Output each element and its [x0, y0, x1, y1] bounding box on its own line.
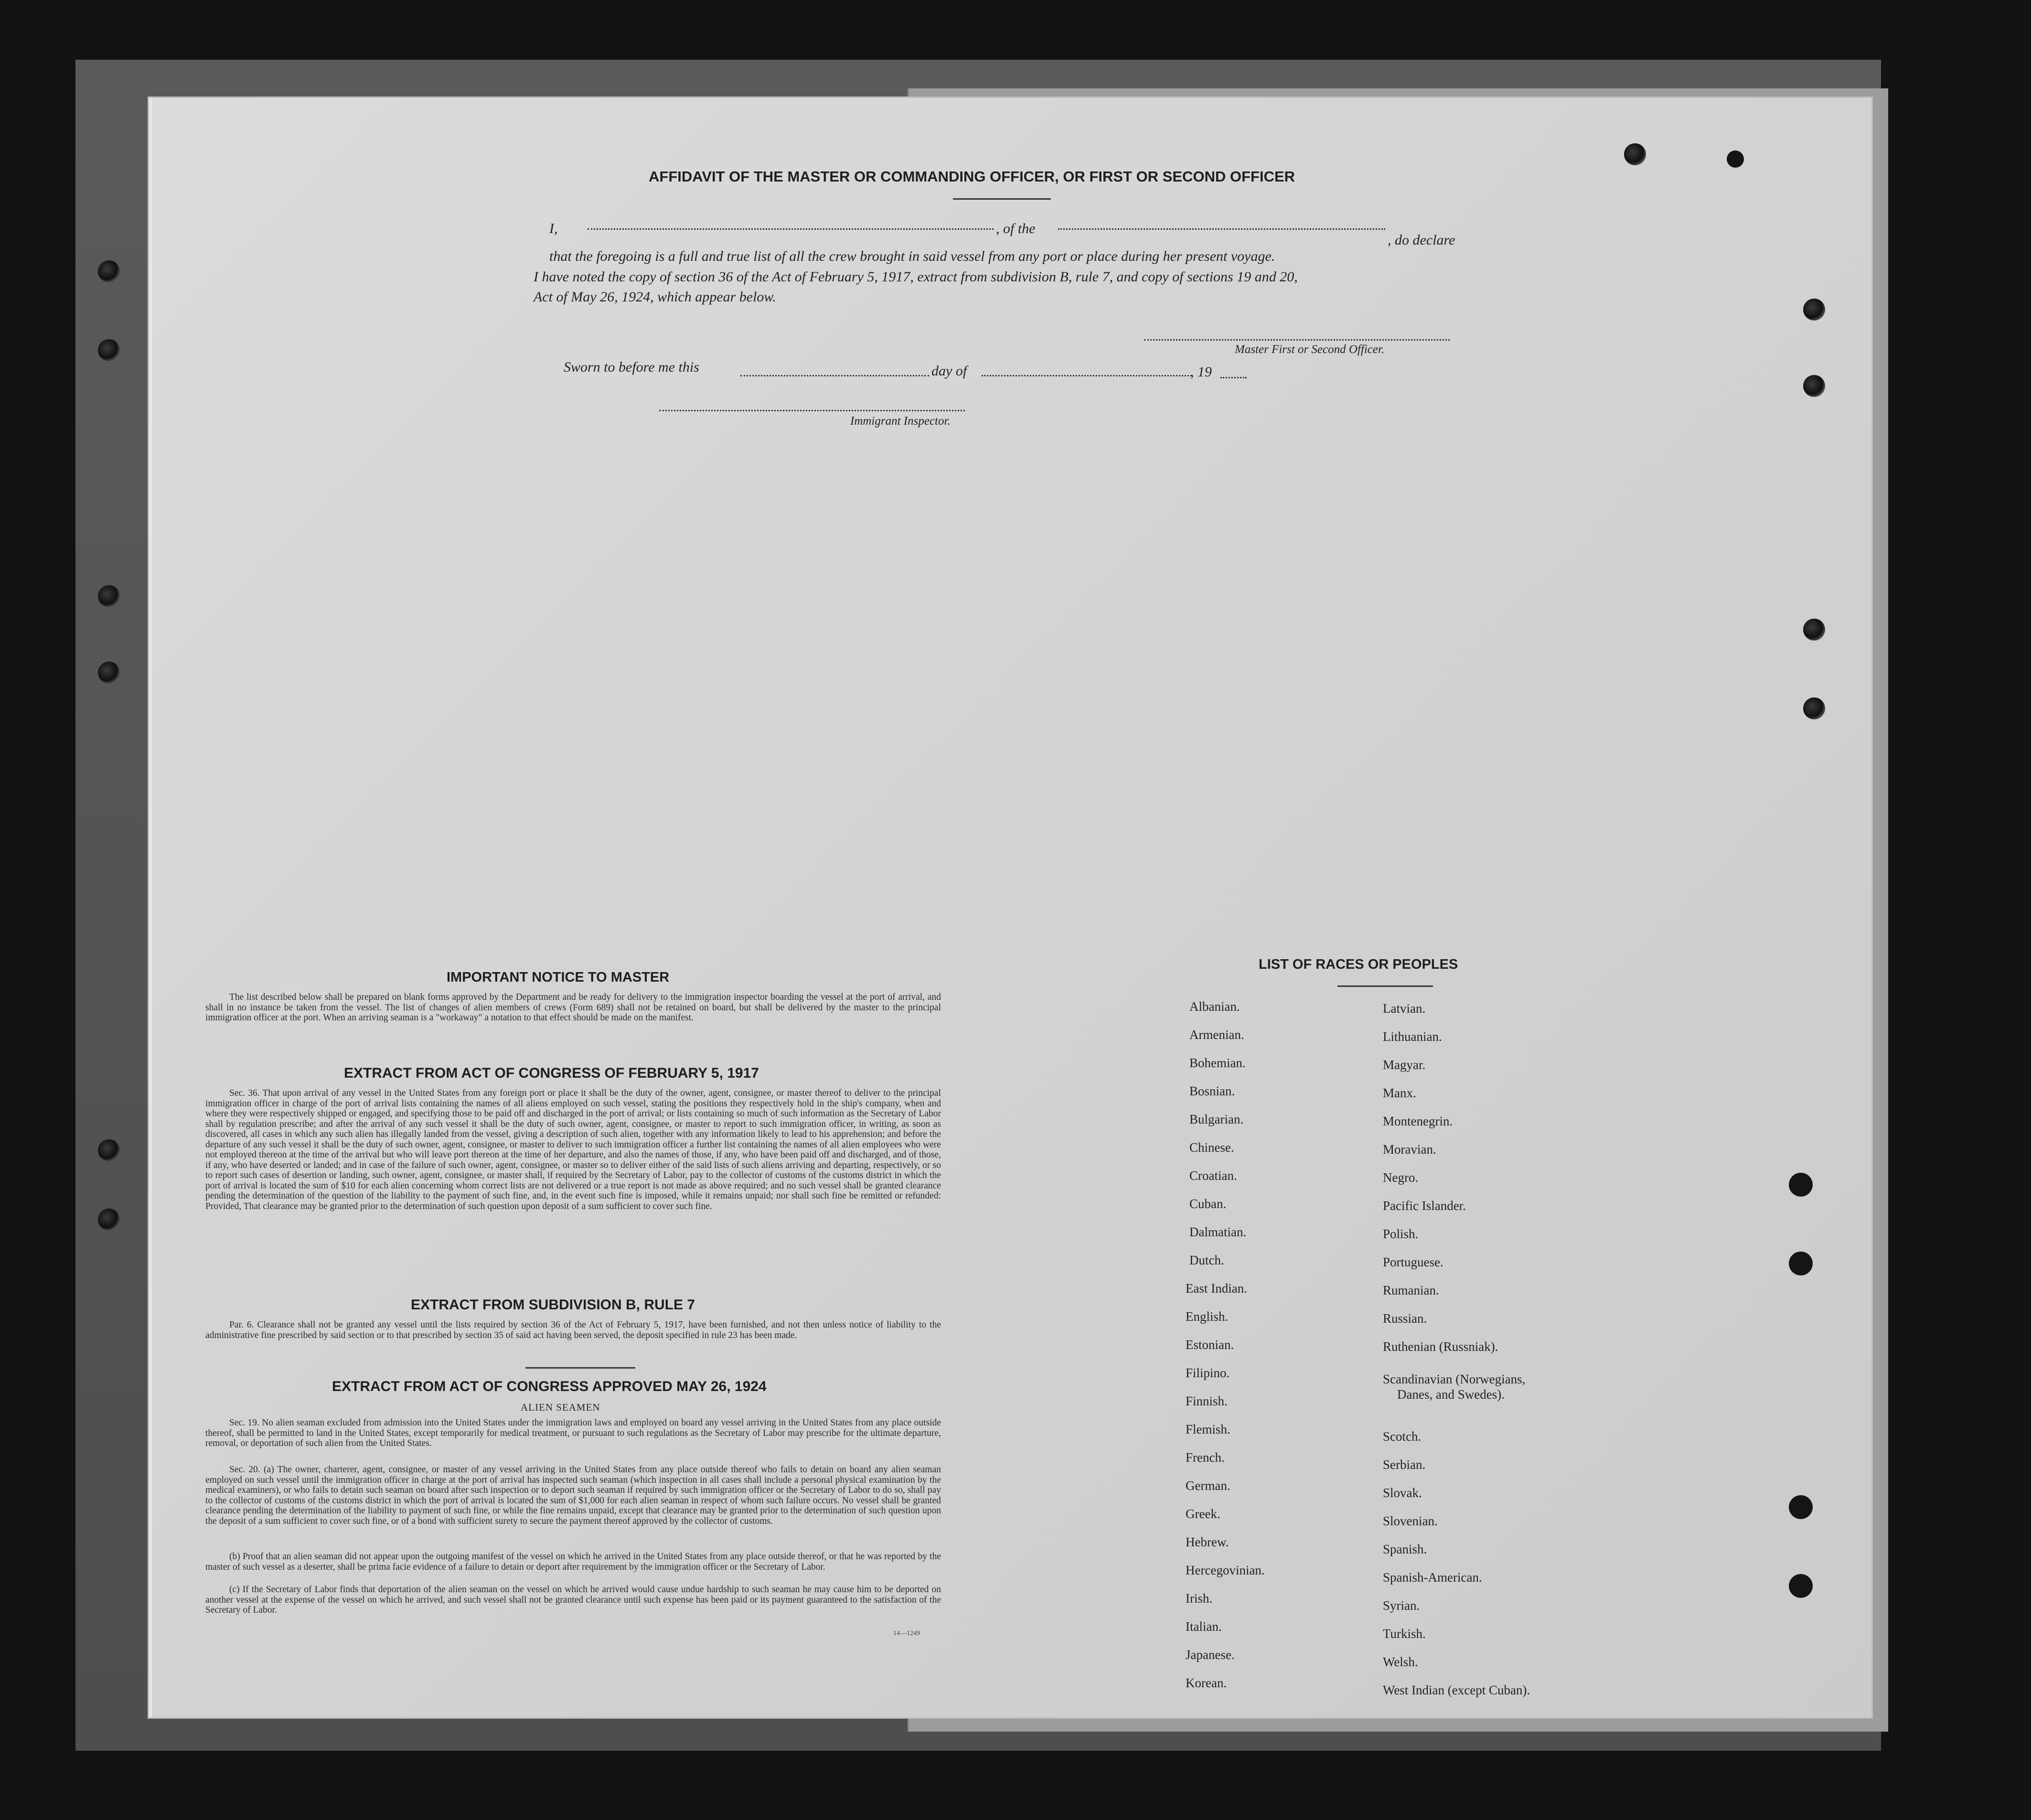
title-divider [953, 198, 1051, 200]
race-item: Cuban. [1189, 1197, 1227, 1211]
race-item: Lithuanian. [1383, 1029, 1442, 1044]
race-item: Polish. [1383, 1227, 1419, 1241]
race-item: Negro. [1383, 1170, 1419, 1185]
race-item: Montenegrin. [1383, 1114, 1453, 1128]
race-item: Slovak. [1383, 1486, 1422, 1500]
race-item: Filipino. [1186, 1366, 1230, 1380]
race-item: French. [1186, 1450, 1225, 1465]
races-title: LIST OF RACES OR PEOPLES [1259, 957, 1458, 972]
race-item: Hercegovinian. [1186, 1563, 1265, 1577]
extract-1917-body: Sec. 36. That upon arrival of any vessel in the United States from any foreign port or place it shall be the duty of the owner, agent, consignee, or master thereof to deliver to the principal immigration officer in charge of the port of arrival lists containing the names of all aliens employed on such vessel, stating the positions they respectively hold in the ship's company, when and where they were respectively shipped or engaged, and specifying those to be paid off and discharged in the port of arrival; or lists containing so much of such information as the Secretary of Labor shall by regulation prescribe; and after the arrival of any such vessel it shall be the duty of such owner, agent, consignee, or master to report to such immigration officer, in writing, as soon as discovered, all cases in which any such alien has illegally landed from the vessel, giving a description of such alien, together with any information likely to lead to his apprehension; and before the departure of any such vessel it shall be the duty of such owner, agent, consignee, or master to deliver to such immigration officer a further list containing the names of all alien employees who were not employed thereon at the time of the arrival but who will leave port thereon at the time of her departure, and also the names of those, if any, who have been paid off and discharged, and of those, if any, who have deserted or landed; and in case of the failure of such owner, agent, consignee, or master so to deliver either of the said lists of such aliens arriving and departing, respectively, or so to report such cases of desertion or landing, such owner, agent, consignee, or master shall, if required by the Secretary of Labor, pay to the collector of customs of the customs district in which the port of arrival is located the sum of $10 for each alien concerning whom correct lists are not delivered or a true report is not made as above required; and no such vessel shall be granted clearance pending the determination of the question of the liability to the payment of such fine, and, in the event such fine is imposed, while it remains unpaid; nor shall such fine be remitted or refunded: Provided, That clearance may be granted prior to the determination of such question upon deposit of a sum sufficient to cover such fine. [205, 1088, 941, 1211]
race-item: German. [1186, 1478, 1230, 1493]
sworn-prefix: Sworn to before me this [564, 359, 699, 375]
race-item: Pacific Islander. [1383, 1199, 1466, 1213]
punch-hole [98, 1209, 120, 1231]
inspector-caption: Immigrant Inspector. [850, 415, 951, 428]
race-item: Russian. [1383, 1311, 1427, 1326]
race-item: Croatian. [1189, 1168, 1237, 1183]
notice-body: The list described below shall be prepared on blank forms approved by the Department and be ready for delivery to the immigration inspector boarding the vessel at the port of arrival, and shall in no instance be taken from the vessel. The list of changes of alien members of crews (Form 689) shall not be retained on board, but shall be delivered by the master to the principal immigration officer at the port. When an arriving seaman is a "workaway" a notation to that effect should be made on the manifest. [205, 992, 941, 1023]
race-item: Turkish. [1383, 1627, 1426, 1641]
race-item: East Indian. [1186, 1281, 1247, 1295]
punch-hole [98, 585, 120, 607]
race-item: Italian. [1186, 1619, 1222, 1634]
race-item: Dalmatian. [1189, 1225, 1247, 1239]
sworn-day-of: day of [931, 363, 967, 379]
sec-20b-text: (b) Proof that an alien seaman did not appear upon the outgoing manifest of the vessel on which he arrived in the United States from any place outside thereof, or that he was reported by the master of such vessel as a deserter, shall be prima facie evidence of a failure to detain or deport after requirement by the immigration officer or the Secretary of Labor. [205, 1552, 941, 1572]
affidavit-title: AFFIDAVIT OF THE MASTER OR COMMANDING OFFICER, OR FIRST OR SECOND OFFICER [649, 168, 1295, 185]
race-item: Finnish. [1186, 1394, 1228, 1408]
race-item: West Indian (except Cuban). [1383, 1683, 1530, 1697]
name-blank [588, 228, 994, 230]
race-item: Moravian. [1383, 1142, 1436, 1156]
race-item: Manx. [1383, 1086, 1416, 1100]
notice-title: IMPORTANT NOTICE TO MASTER [447, 970, 670, 985]
race-item: Bulgarian. [1189, 1112, 1244, 1126]
race-item: Hebrew. [1186, 1535, 1229, 1549]
punch-hole [1803, 697, 1825, 719]
sworn-month-blank [982, 375, 1192, 376]
race-item: Welsh. [1383, 1655, 1418, 1669]
race-item: Bosnian. [1189, 1084, 1235, 1098]
race-item: Syrian. [1383, 1598, 1420, 1613]
extract-1924-subtitle: ALIEN SEAMEN [521, 1402, 600, 1413]
extract-rule7-title: EXTRACT FROM SUBDIVISION B, RULE 7 [411, 1297, 695, 1313]
extract-rule7-body: Par. 6. Clearance shall not be granted any vessel until the lists required by section 36 of the Act of February 5, 1917, have been furnished, and not then unless notice of liability to the administrative fine prescribed by said section or to that prescribed by section 35 of said act having been served, the deposit specified in rule 23 has been made. [205, 1320, 941, 1340]
punch-hole [98, 339, 120, 361]
sworn-year-blank [1220, 377, 1247, 378]
punch-hole [1803, 619, 1825, 641]
affidavit-i-label: I, [549, 221, 558, 236]
affidavit-declare-label: , do declare [1388, 232, 1455, 248]
extract-1917-title: EXTRACT FROM ACT OF CONGRESS OF FEBRUARY 5, 1917 [344, 1065, 759, 1081]
race-item: Flemish. [1186, 1422, 1230, 1436]
sec-20a-text: Sec. 20. (a) The owner, charterer, agent, consignee, or master of any vessel arriving in the United States from any place outside thereof who fails to detain on board any alien seaman employed on such vessel until the immigration officer in charge at the port of arrival has inspected such seaman (which inspection in all cases shall include a personal physical examination by the medical examiners), or who fails to detain such seaman on board after such inspection or to deport such seaman if required by such immigration officer or the Secretary of Labor to do so, shall pay to the collector of customs of the customs district in which the port of arrival is located the sum of $1,000 for each alien seaman in respect of whom such failure occurs. No vessel shall be granted clearance pending the determination of the liability to payment of such fine, or while the fine remains unpaid, except that clearance may be granted prior to the determination of such question upon the deposit of a sum sufficient to cover such fine, or of a bond with sufficient surety to secure the payment thereof approved by the collector of customs. [205, 1465, 941, 1526]
race-item: Rumanian. [1383, 1283, 1439, 1297]
race-item: Japanese. [1186, 1648, 1235, 1662]
punch-hole [98, 1139, 120, 1161]
punch-hole [1803, 375, 1825, 397]
vessel-blank [1058, 228, 1385, 230]
punch-hole [1789, 1173, 1813, 1197]
punch-hole [1789, 1574, 1813, 1598]
extract-1924-title: EXTRACT FROM ACT OF CONGRESS APPROVED MAY 26, 1924 [332, 1379, 767, 1394]
race-item: Scotch. [1383, 1429, 1422, 1444]
race-item: Spanish. [1383, 1542, 1427, 1556]
punch-hole [1803, 299, 1825, 321]
punch-hole [98, 662, 120, 684]
race-item: Dutch. [1189, 1253, 1224, 1267]
punch-hole [1624, 143, 1646, 165]
sec-20c-text: (c) If the Secretary of Labor finds that deportation of the alien seaman on the vessel on which he arrived would cause undue hardship to such seaman he may cause him to be deported on another vessel at the expense of the vessel on which he arrived, and such vessel shall not be granted clearance until such expense has been paid or its payment guaranteed to the satisfaction of the Secretary of Labor. [205, 1584, 941, 1615]
sworn-year: , 19 [1190, 364, 1212, 380]
race-item: Latvian. [1383, 1001, 1426, 1016]
race-item: Magyar. [1383, 1058, 1426, 1072]
race-item: Spanish-American. [1383, 1570, 1482, 1584]
signature-caption: Master First or Second Officer. [1235, 343, 1385, 356]
race-item: Korean. [1186, 1676, 1227, 1690]
affidavit-line-4: Act of May 26, 1924, which appear below. [534, 289, 776, 305]
race-item: Bohemian. [1189, 1056, 1246, 1070]
race-item: Greek. [1186, 1507, 1220, 1521]
punch-hole [98, 260, 120, 282]
punch-hole [1789, 1252, 1813, 1275]
sec-19-text: Sec. 19. No alien seaman excluded from admission into the United States under the immigration laws and employed on board any vessel arriving in the United States from any place outside thereof, shall be permitted to land in the United States, except temporarily for medical treatment, or pursuant to such regulations as the Secretary of Labor may prescribe for the ultimate departure, removal, or deportation of such alien from the United States. [205, 1418, 941, 1448]
section-divider [525, 1367, 635, 1369]
race-item: Irish. [1186, 1591, 1213, 1606]
punch-hole [1727, 150, 1744, 168]
sworn-day-blank [740, 375, 929, 376]
race-item: Scandinavian (Norwegians, [1383, 1372, 1526, 1386]
inspector-signature-line [659, 410, 965, 411]
race-item: Danes, and Swedes). [1397, 1387, 1505, 1402]
punch-hole [1789, 1495, 1813, 1519]
race-item: Estonian. [1186, 1338, 1234, 1352]
race-item: Slovenian. [1383, 1514, 1438, 1528]
race-item: Chinese. [1189, 1140, 1234, 1155]
race-item: Ruthenian (Russniak). [1383, 1339, 1498, 1354]
signature-line [1144, 339, 1450, 341]
race-item: Serbian. [1383, 1457, 1426, 1472]
races-divider [1337, 985, 1433, 987]
affidavit-line-3: I have noted the copy of section 36 of the Act of February 5, 1917, extract from subdivision B, rule 7, and copy of sections 19 and 20, [534, 269, 1298, 285]
race-item: Armenian. [1189, 1028, 1244, 1042]
race-item: Albanian. [1189, 999, 1240, 1014]
form-number: 14—1249 [893, 1630, 920, 1637]
affidavit-line-2: that the foregoing is a full and true list of all the crew brought in said vessel from any port or place during her present voyage. [549, 248, 1275, 264]
race-item: Portuguese. [1383, 1255, 1443, 1269]
race-item: English. [1186, 1309, 1229, 1324]
affidavit-of-the-label: , of the [996, 221, 1036, 236]
